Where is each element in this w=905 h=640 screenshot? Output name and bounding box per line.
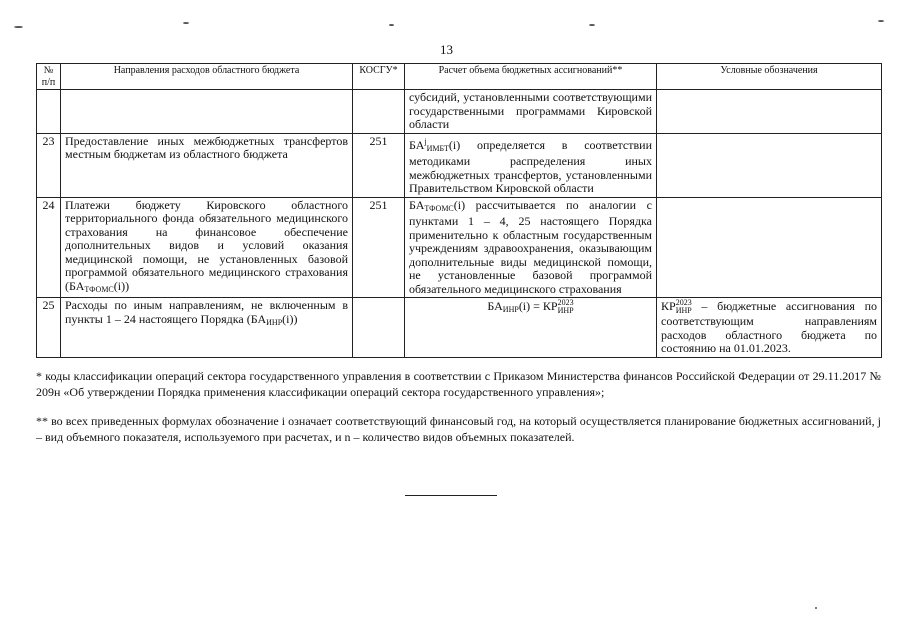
formula-subscript: ТФОМС xyxy=(424,203,454,213)
scan-mark xyxy=(14,26,23,28)
formula-argument: (i) xyxy=(453,197,466,212)
legend-cell xyxy=(657,197,882,298)
calc-cell xyxy=(405,298,657,358)
kosgu-cell: 251 xyxy=(353,197,405,298)
formula-symbol: БА xyxy=(69,278,85,293)
row-number: 24 xyxy=(37,197,61,298)
legend-symbol: КР xyxy=(661,298,676,313)
scan-mark xyxy=(183,22,189,24)
formula-subscript: ИНР xyxy=(266,317,283,327)
scan-mark xyxy=(878,20,884,22)
kosgu-cell xyxy=(353,298,405,358)
page-number: 13 xyxy=(440,42,453,57)
formula-symbol: БА xyxy=(487,298,503,313)
legend-text: – бюджетные ассигнования по соответствующим направлениям расходов областного бюджета по состоянию на 01.01.2023. xyxy=(661,298,877,355)
header-calc: Расчет объема бюджетных ассигнований** xyxy=(405,64,657,90)
table-header-row xyxy=(37,64,882,90)
formula-symbol: БА xyxy=(409,197,425,212)
calc-text: рассчитывается по аналогии с пунктами 1 – 4, 25 настоящего Порядка применительно к областным государственным учреждениям здравоохранения, оказывающим дополнительные виды медицинской помощи, не установленные базовой программой обязательного медицинского страхования xyxy=(409,197,652,296)
kosgu-cell: 251 xyxy=(353,133,405,197)
formula-argument: (i) xyxy=(448,137,461,152)
footnote-formulas: ** во всех приведенных формулах обозначение i означает соответствующий финансовый год, на который осуществляется планирование бюджетных ассигнований, j – вид объемного показателя, используемого при расчетах, и n – количество видов объемных показателей. xyxy=(36,414,881,444)
scan-mark xyxy=(815,607,817,609)
formula-symbol: БА xyxy=(250,311,267,326)
formula-subscript: ТФОМС xyxy=(84,284,114,294)
calc-cell: субсидий, установленными соответствующими государственными программами Кировской области xyxy=(405,90,657,134)
formula-symbol: БА xyxy=(409,137,425,152)
formula-subscript: ИНР xyxy=(502,304,519,314)
header-kosgu: КОСГУ* xyxy=(353,64,405,90)
legend-cell xyxy=(657,133,882,197)
footnote-kosgu: * коды классификации операций сектора государственного управления в соответствии с Приказом Министерства финансов Российской Федерации от 29.11.2017 № 209н «Об утверждении Порядка применения классификации операций сектора государственного управления»; xyxy=(36,369,881,399)
direction-text: Платежи бюджету Кировского областного территориального фонда обязательного медицинского страхования на финансовое обеспечение дополнительных видов и условий оказания медицинской помощи, не установленных базовой программой обязательного медицинского страхования ( xyxy=(65,197,348,293)
legend-subscript: ИНР xyxy=(675,306,692,315)
formula-superscript: 2023 xyxy=(557,298,574,307)
header-legend: Условные обозначения xyxy=(657,64,882,90)
table-row xyxy=(37,133,882,197)
formula-argument: (i)) xyxy=(113,278,130,293)
row-number: 25 xyxy=(37,298,61,358)
scan-mark xyxy=(389,24,394,26)
calc-cell xyxy=(405,133,657,197)
header-direction: Направления расходов областного бюджета xyxy=(61,64,353,90)
direction-text: Расходы по иным направлениям, не включенным в пункты 1 – 24 настоящего Порядка ( xyxy=(65,298,348,326)
end-rule xyxy=(405,495,497,496)
budget-table xyxy=(36,63,882,358)
direction-cell xyxy=(61,298,353,358)
formula-subscript: ИНР xyxy=(557,306,574,315)
calc-cell xyxy=(405,197,657,298)
legend-cell xyxy=(657,298,882,358)
table-row xyxy=(37,298,882,358)
formula-subscript: ИМБТ xyxy=(426,143,449,153)
table-row-continuation xyxy=(37,90,882,134)
formula-argument: (i)) xyxy=(282,311,298,326)
formula-middle: (i) = КР xyxy=(518,298,558,313)
row-number: 23 xyxy=(37,133,61,197)
direction-cell xyxy=(61,197,353,298)
scan-mark xyxy=(589,24,595,26)
calc-text: определяется в соответствии методиками распределения иных межбюджетных трансфертов, установленными Правительством Кировской области xyxy=(409,137,652,195)
legend-superscript: 2023 xyxy=(675,298,692,307)
formula-superscript: j xyxy=(424,136,427,146)
table-row xyxy=(37,197,882,298)
header-num: № п/п xyxy=(37,64,61,90)
direction-cell: Предоставление иных межбюджетных трансфертов местным бюджетам из областного бюджета xyxy=(61,133,353,197)
